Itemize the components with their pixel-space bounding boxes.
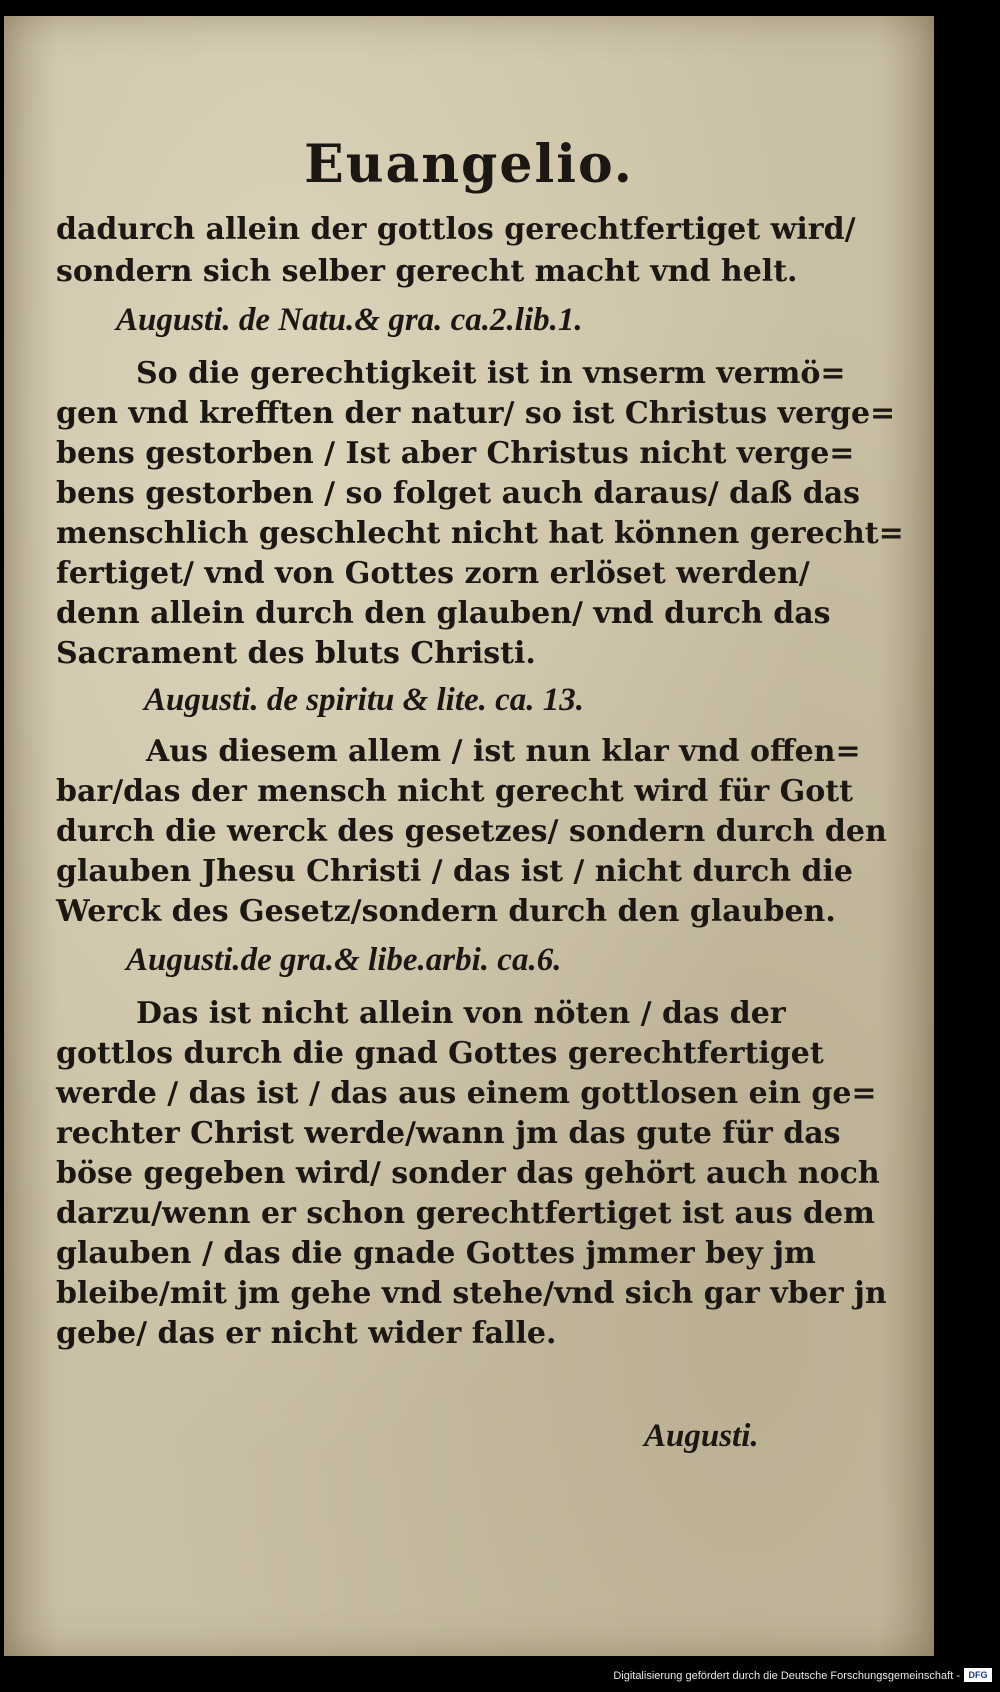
text-line: gen vnd krefften der natur/ so ist Christus verge= — [56, 396, 896, 431]
text-line: durch die werck des gesetzes/ sondern durch den — [56, 814, 887, 849]
text-line: Werck des Gesetz/sondern durch den glauben. — [56, 894, 836, 929]
text-line: bens gestorben / so folget auch daraus/ daß das — [56, 476, 861, 511]
text-line: dadurch allein der gottlos gerechtfertiget wird/ — [56, 212, 856, 247]
text-line: bleibe/mit jm gehe vnd stehe/vnd sich gar vber jn — [56, 1276, 887, 1311]
digitization-footer — [0, 1664, 1000, 1692]
text-line: Aus diesem allem / ist nun klar vnd offen= — [146, 734, 861, 769]
text-line: menschlich geschlecht nicht hat können gerecht= — [56, 516, 904, 551]
book-page — [4, 16, 934, 1656]
text-line: rechter Christ werde/wann jm das gute für das — [56, 1116, 841, 1151]
funding-credit: Digitalisierung gefördert durch die Deutsche Forschungsgemeinschaft - — [613, 1670, 960, 1682]
text-line: bar/das der mensch nicht gerecht wird für Gott — [56, 774, 853, 809]
citation-reference: Augusti. de Natu.& gra. ca.2.lib.1. — [116, 302, 583, 338]
text-line: werde / das ist / das aus einem gottlosen ein ge= — [56, 1076, 877, 1111]
text-line: bens gestorben / Ist aber Christus nicht verge= — [56, 436, 855, 471]
text-line: Sacrament des bluts Christi. — [56, 636, 536, 671]
text-line: denn allein durch den glauben/ vnd durch das — [56, 596, 831, 631]
citation-reference: Augusti.de gra.& libe.arbi. ca.6. — [126, 942, 562, 978]
text-line: böse gegeben wird/ sonder das gehört auch noch — [56, 1156, 880, 1191]
dfg-logo-icon: DFG — [964, 1668, 992, 1682]
text-line: glauben / das die gnade Gottes jmmer bey jm — [56, 1236, 816, 1271]
text-line: Das ist nicht allein von nöten / das der — [136, 996, 786, 1031]
text-line: gottlos durch die gnad Gottes gerechtfertiget — [56, 1036, 824, 1071]
text-line: sondern sich selber gerecht macht vnd helt. — [56, 254, 798, 289]
catchword: Augusti. — [644, 1418, 759, 1454]
text-line: So die gerechtigkeit ist in vnserm vermö= — [136, 356, 846, 391]
text-line: gebe/ das er nicht wider falle. — [56, 1316, 557, 1351]
running-header: Euangelio. — [304, 134, 634, 195]
text-line: fertiget/ vnd von Gottes zorn erlöset werden/ — [56, 556, 810, 591]
text-line: darzu/wenn er schon gerechtfertiget ist aus dem — [56, 1196, 875, 1231]
citation-reference: Augusti. de spiritu & lite. ca. 13. — [144, 682, 585, 718]
text-line: glauben Jhesu Christi / das ist / nicht durch die — [56, 854, 853, 889]
